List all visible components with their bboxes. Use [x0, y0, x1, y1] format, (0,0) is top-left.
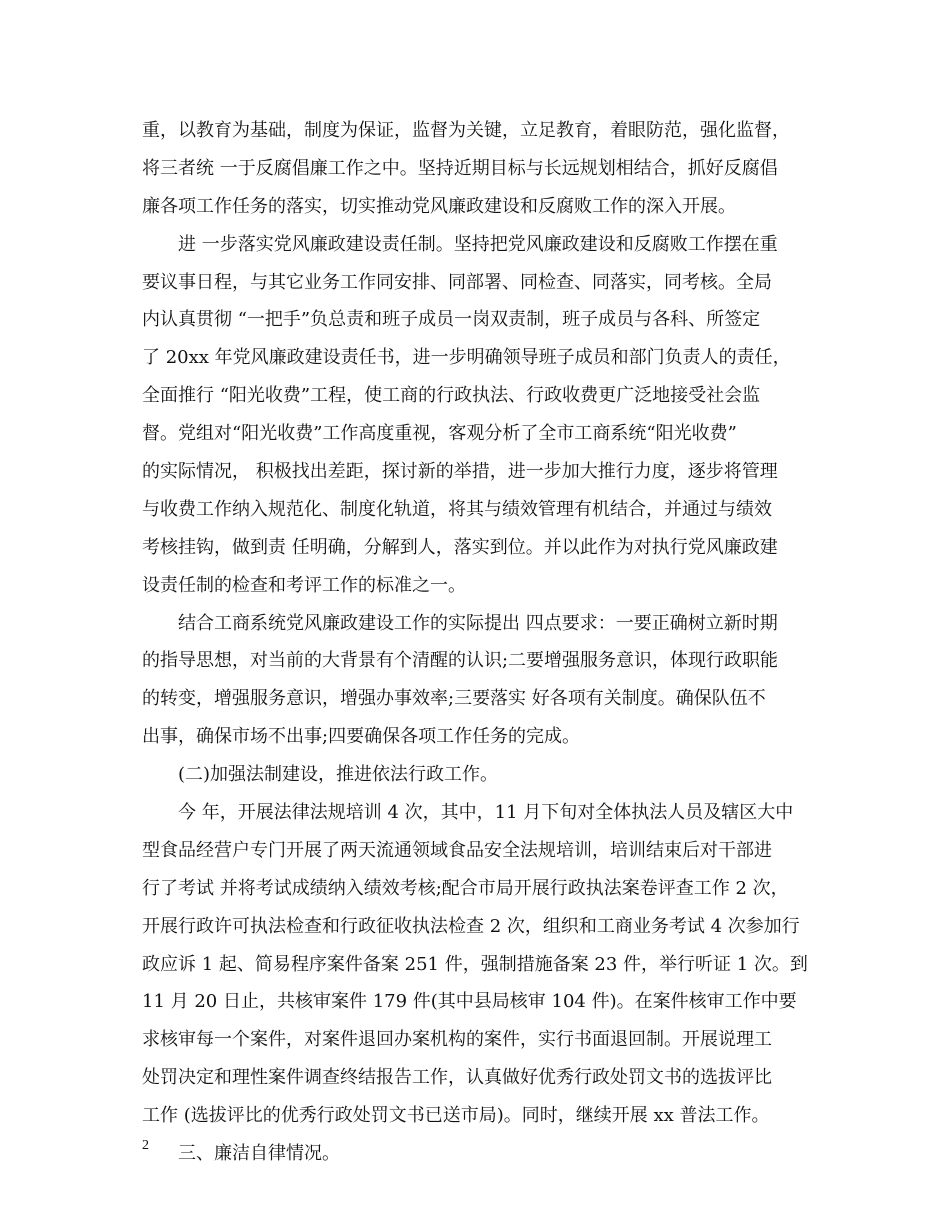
- section-heading: (二)加强法制建设，推进依法行政工作。: [178, 764, 499, 786]
- text-line: 内认真贯彻 “一把手”负总责和班子成员一岗双责制，班子成员与各科、所签定: [142, 309, 761, 331]
- text-line: 督。党组对“阳光收费”工作高度重视，客观分析了全市工商系统“阳光收费”: [142, 423, 737, 445]
- text-line: 与收费工作纳入规范化、制度化轨道，将其与绩效管理有机结合，并通过与绩效: [142, 498, 772, 520]
- text-line: 的实际情况， 积极找出差距，探讨新的举措，进一步加大推行力度，逐步将管理: [142, 461, 778, 483]
- text-line: 了 20xx 年党风廉政建设责任书，进一步明确领导班子成员和部门负责人的责任，: [142, 347, 791, 369]
- text-line: 行了考试 并将考试成绩纳入绩效考核;配合市局开展行政执法案卷评查工作 2 次，: [142, 877, 789, 899]
- text-line: 出事，确保市场不出事;四要确保各项工作任务的完成。: [142, 726, 581, 748]
- text-line: 全面推行 “阳光收费”工程，使工商的行政执法、行政收费更广泛地接受社会监: [142, 385, 761, 407]
- text-line: 11 月 20 日止，共核审案件 179 件(其中县局核审 104 件)。在案件核审工作中要: [142, 991, 797, 1013]
- text-line: 处罚决定和理性案件调查终结报告工作，认真做好优秀行政处罚文书的选拔评比: [142, 1067, 772, 1089]
- text-line: 求核审每一个案件，对案件退回办案机构的案件，实行书面退回制。开展说理工: [142, 1029, 772, 1051]
- text-line: 考核挂钩，做到责 任明确，分解到人，落实到位。并以此作为对执行党风廉政建: [142, 536, 778, 558]
- text-line: 重，以教育为基础，制度为保证，监督为关键，立足教育，着眼防范，强化监督，: [142, 120, 790, 141]
- text-line: 进 一步落实党风廉政建设责任制。坚持把党风廉政建设和反腐败工作摆在重: [178, 233, 778, 255]
- text-line: 要议事日程，与其它业务工作同安排、同部署、同检查、同落实，同考核。全局: [142, 271, 772, 293]
- document-body: [142, 112, 822, 1173]
- text-line: 工作 (选拔评比的优秀行政处罚文书已送市局)。同时，继续开展 xx 普法工作。: [142, 1105, 770, 1127]
- text-line: 的转变，增强服务意识，增强办事效率;三要落实 好各项有关制度。确保队伍不: [142, 688, 766, 710]
- text-line: 政应诉 1 起、简易程序案件备案 251 件，强制措施备案 23 件，举行听证 1 次。到: [142, 953, 808, 975]
- text-line: 今 年，开展法律法规培训 4 次，其中，11 月下旬对全体执法人员及辖区大中: [178, 802, 794, 824]
- text-line: 的指导思想，对当前的大背景有个清醒的认识;二要增强服务意识，体现行政职能: [142, 650, 779, 672]
- page-number: 2: [142, 1138, 149, 1153]
- text-line: 将三者统 一于反腐倡廉工作之中。坚持近期目标与长远规划相结合，抓好反腐倡: [142, 157, 778, 179]
- text-line: 结合工商系统党风廉政建设工作的实际提出 四点要求：一要正确树立新时期: [178, 612, 778, 634]
- text-line: 开展行政许可执法检查和行政征收执法检查 2 次，组织和工商业务考试 4 次参加行: [142, 915, 800, 937]
- section-heading: 三、廉洁自律情况。: [178, 1143, 340, 1165]
- text-line: 型食品经营户专门开展了两天流通领域食品安全法规培训，培训结束后对干部进: [142, 839, 772, 861]
- text-line: 设责任制的检查和考评工作的标准之一。: [142, 574, 466, 596]
- text-line: 廉各项工作任务的落实，切实推动党风廉政建设和反腐败工作的深入开展。: [142, 195, 736, 217]
